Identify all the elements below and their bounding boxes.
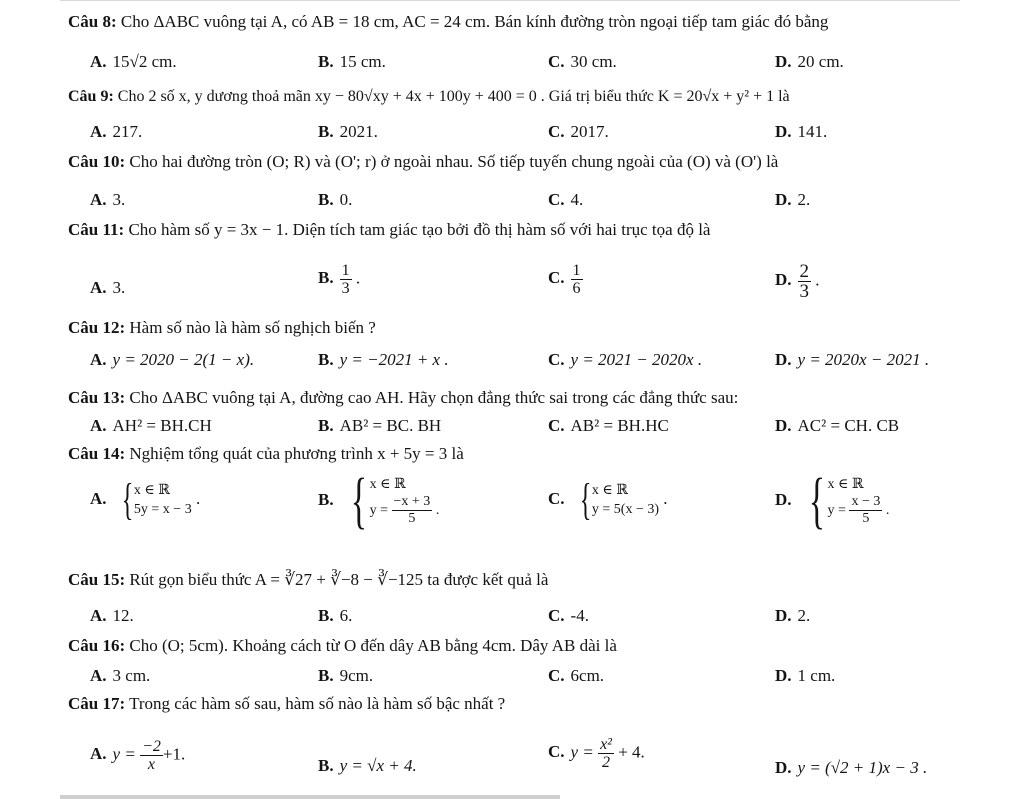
q14-option-c[interactable]: C. { x ∈ ℝ y = 5(x − 3) .	[548, 475, 668, 524]
fraction: $\frac{\text{x²}}{2}$	[600, 736, 612, 771]
q17-option-c[interactable]: C. y = $\frac{\text{x²}}{2}$ + 4.	[548, 736, 645, 771]
brace-icon: {	[579, 475, 592, 524]
q15-option-b[interactable]: B. 6.	[318, 606, 353, 625]
question-text: Cho 2 số x, y dương thoả mãn xy − 80√xy + 4x + 100y + 400 = 0 . Giá trị biểu thức K = 20√x + y² + 1 là	[117, 88, 790, 105]
question-8	[68, 12, 828, 32]
q13-option-c[interactable]: C. AB² = BH.HC	[548, 416, 669, 435]
q17-option-a[interactable]: A. y = $\frac{-2}{x}$ +1.	[90, 738, 186, 773]
brace-icon: {	[121, 475, 134, 524]
q16-option-a[interactable]: A. 3 cm.	[90, 666, 151, 685]
fraction: $\frac{1}{3}$	[341, 262, 350, 297]
q16-option-b[interactable]: B. 9cm.	[318, 666, 374, 685]
q11-option-d[interactable]: D. $\frac{2}{3}$ .	[775, 261, 820, 302]
q10-option-d[interactable]: D. 2.	[775, 190, 811, 209]
question-text: Cho ΔABC vuông tại A, đường cao AH. Hãy chọn đẳng thức sai trong các đẳng thức sau:	[129, 388, 739, 407]
brace-icon: {	[350, 467, 367, 535]
brace-icon: {	[808, 467, 825, 535]
question-text: Cho hai đường tròn (O; R) và (O'; r) ở ngoài nhau. Số tiếp tuyến chung ngoài của (O) và (O') là	[129, 152, 779, 171]
question-number: Câu 12:	[68, 318, 126, 337]
question-number: Câu 8:	[68, 12, 117, 31]
equation-system: { x ∈ ℝ 5y = x − 3	[121, 475, 192, 524]
fraction: $\frac{1}{6}$	[572, 262, 581, 297]
question-number: Câu 14:	[68, 444, 126, 463]
q16-option-d[interactable]: D. 1 cm.	[775, 666, 836, 685]
equation-system: { x ∈ ℝ y = $\frac{-x + 3}{5}$ .	[350, 467, 440, 535]
q13-option-a[interactable]: A. AH² = BH.CH	[90, 416, 212, 435]
q15-option-d[interactable]: D. 2.	[775, 606, 811, 625]
q10-option-b[interactable]: B. 0.	[318, 190, 353, 209]
q14-option-d[interactable]: D. { x ∈ ℝ y = $\frac{x - 3}{5}$ .	[775, 467, 890, 535]
question-15	[68, 570, 548, 590]
q17-option-b[interactable]: B. y = √x + 4.	[318, 756, 417, 775]
q14-option-b[interactable]: B. { x ∈ ℝ y = $\frac{-x + 3}{5}$ .	[318, 467, 440, 535]
q11-option-c[interactable]: C. $\frac{1}{6}$	[548, 262, 581, 297]
question-number: Câu 16:	[68, 636, 126, 655]
fraction: $\frac{x - 3}{5}$	[851, 494, 881, 526]
q17-option-d[interactable]: D. y = (√2 + 1)x − 3 .	[775, 758, 928, 777]
question-number: Câu 13:	[68, 388, 126, 407]
q12-option-d[interactable]: D. y = 2020x − 2021 .	[775, 350, 930, 369]
q15-option-c[interactable]: C. -4.	[548, 606, 589, 625]
question-11	[68, 220, 710, 240]
question-text: Trong các hàm số sau, hàm số nào là hàm số bậc nhất ?	[129, 694, 506, 713]
q9-option-c[interactable]: C. 2017.	[548, 122, 609, 141]
question-number: Câu 9:	[68, 88, 114, 105]
question-text: Rút gọn biểu thức A = ∛27 + ∛−8 − ∛−125 ta được kết quả là	[129, 570, 549, 589]
question-text: Cho hàm số y = 3x − 1. Diện tích tam giác tạo bởi đồ thị hàm số với hai trục tọa độ là	[128, 220, 711, 239]
fraction: $\frac{2}{3}$	[799, 261, 810, 302]
question-text: Nghiệm tổng quát của phương trình x + 5y = 3 là	[129, 444, 464, 463]
q10-option-a[interactable]: A. 3.	[90, 190, 126, 209]
question-text: Cho (O; 5cm). Khoảng cách từ O đến dây AB bằng 4cm. Dây AB dài là	[129, 636, 617, 655]
q12-option-a[interactable]: A. y = 2020 − 2(1 − x).	[90, 350, 255, 369]
question-12	[68, 318, 376, 338]
question-10	[68, 152, 778, 172]
fraction: $\frac{-2}{x}$	[142, 738, 161, 773]
question-number: Câu 17:	[68, 694, 126, 713]
question-17	[68, 694, 505, 714]
page-bottom-edge	[60, 795, 560, 799]
q10-option-c[interactable]: C. 4.	[548, 190, 584, 209]
q8-option-a[interactable]: A. 15√2 cm.	[90, 52, 177, 71]
q8-option-d[interactable]: D. 20 cm.	[775, 52, 844, 71]
fraction: $\frac{-x + 3}{5}$	[393, 494, 431, 526]
question-text: Hàm số nào là hàm số nghịch biến ?	[129, 318, 376, 337]
page-top-edge	[60, 0, 960, 1]
question-number: Câu 11:	[68, 220, 125, 239]
q9-option-a[interactable]: A. 217.	[90, 122, 143, 141]
q11-option-a[interactable]: A. 3.	[90, 278, 126, 297]
q15-option-a[interactable]: A. 12.	[90, 606, 134, 625]
q11-option-b[interactable]: B. $\frac{1}{3}$ .	[318, 262, 361, 297]
equation-system: { x ∈ ℝ y = 5(x − 3)	[579, 475, 660, 524]
q8-option-c[interactable]: C. 30 cm.	[548, 52, 617, 71]
q12-option-c[interactable]: C. y = 2021 − 2020x .	[548, 350, 703, 369]
question-text: Cho ΔABC vuông tại A, có AB = 18 cm, AC = 24 cm. Bán kính đường tròn ngoại tiếp tam giác đó bằng	[120, 12, 829, 31]
question-13	[68, 388, 738, 408]
question-number: Câu 15:	[68, 570, 126, 589]
question-14	[68, 444, 464, 464]
q16-option-c[interactable]: C. 6cm.	[548, 666, 605, 685]
question-number: Câu 10:	[68, 152, 126, 171]
question-16	[68, 636, 617, 656]
q9-option-d[interactable]: D. 141.	[775, 122, 828, 141]
q12-option-b[interactable]: B. y = −2021 + x .	[318, 350, 449, 369]
question-9	[68, 87, 790, 107]
q13-option-d[interactable]: D. AC² = CH. CB	[775, 416, 900, 435]
q13-option-b[interactable]: B. AB² = BC. BH	[318, 416, 442, 435]
q14-option-a[interactable]: A. { x ∈ ℝ 5y = x − 3 .	[90, 475, 201, 524]
q8-option-b[interactable]: B. 15 cm.	[318, 52, 386, 71]
q9-option-b[interactable]: B. 2021.	[318, 122, 378, 141]
equation-system: { x ∈ ℝ y = $\frac{x - 3}{5}$ .	[808, 467, 890, 535]
